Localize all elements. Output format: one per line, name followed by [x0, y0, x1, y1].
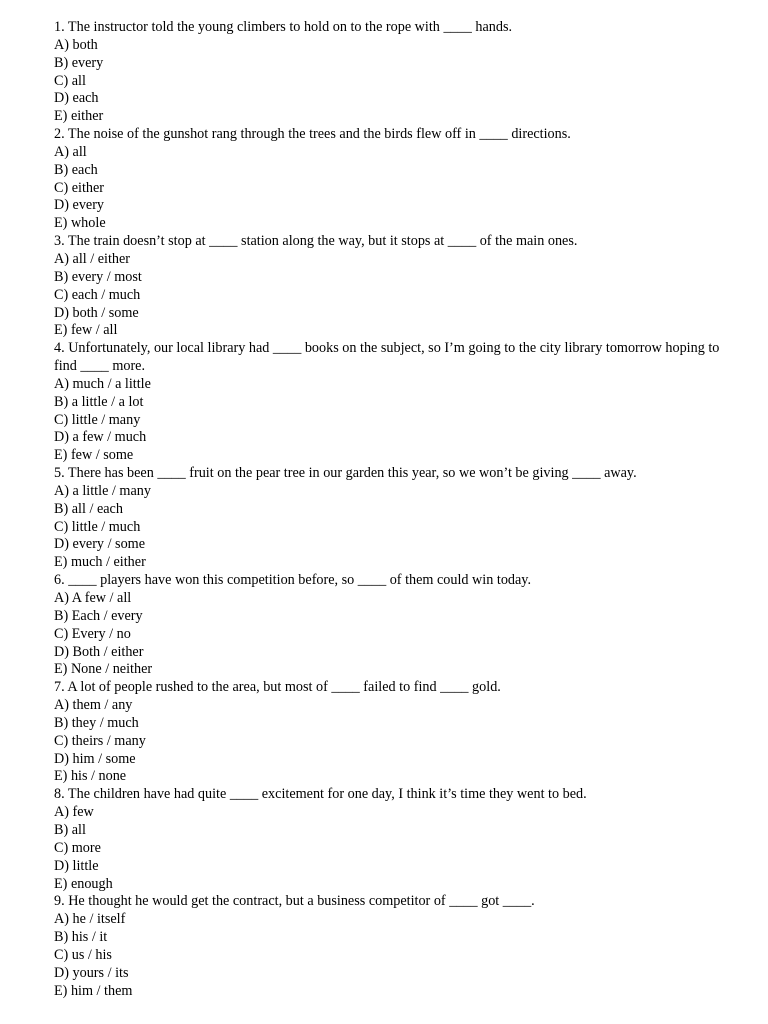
question-block — [54, 340, 734, 465]
question-stem: 8. The children have had quite ____ excitement for one day, I think it’s time they went to bed. — [54, 786, 587, 803]
question-stem: 4. Unfortunately, our local library had ____ books on the subject, so I’m going to the city library tomorrow hoping to find ____ more. — [54, 340, 723, 375]
answer-option: A) much / a little — [54, 375, 151, 392]
answer-option: A) both — [54, 36, 98, 53]
answer-option: E) either — [54, 108, 104, 125]
answer-option: B) they / much — [54, 714, 139, 731]
answer-option: D) each — [54, 90, 99, 107]
answer-option: E) enough — [54, 875, 113, 892]
answer-option: A) them / any — [54, 697, 133, 714]
question-block — [54, 893, 734, 1000]
answer-option: D) every / some — [54, 536, 146, 553]
question-stem: 1. The instructor told the young climbers to hold on to the rope with ____ hands. — [54, 19, 513, 35]
answer-option: D) every — [54, 197, 105, 214]
answer-option: E) whole — [54, 215, 106, 232]
answer-option: A) he / itself — [54, 911, 126, 928]
answer-option: D) a few / much — [54, 429, 147, 446]
answer-option: C) Every / no — [54, 625, 131, 642]
answer-option: B) a little / a lot — [54, 393, 144, 410]
answer-option: C) little / much — [54, 518, 141, 535]
answer-option: C) all — [54, 72, 86, 89]
question-block — [54, 572, 734, 679]
question-block — [54, 126, 734, 233]
question-block — [54, 19, 734, 126]
answer-option: B) his / it — [54, 929, 108, 946]
answer-option: A) A few / all — [54, 590, 132, 606]
question-block — [54, 679, 734, 786]
answer-option: A) few — [54, 804, 94, 821]
question-stem: 5. There has been ____ fruit on the pear tree in our garden this year, so we won’t be giving ____ away. — [54, 465, 637, 482]
answer-option: B) Each / every — [54, 607, 143, 624]
answer-option: D) him / some — [54, 750, 136, 767]
answer-option: B) all / each — [54, 500, 123, 517]
answer-option: A) all / either — [54, 250, 131, 267]
question-block — [54, 465, 734, 572]
answer-option: C) either — [54, 179, 105, 196]
question-stem: 3. The train doesn’t stop at ____ station along the way, but it stops at ____ of the main ones. — [54, 233, 578, 250]
answer-option: E) few / all — [54, 322, 118, 339]
answer-option: C) more — [54, 839, 101, 856]
quiz-document — [54, 19, 734, 1000]
question-stem: 9. He thought he would get the contract, but a business competitor of ____ got ____. — [54, 893, 535, 910]
answer-option: E) him / them — [54, 982, 133, 999]
answer-option: B) all — [54, 821, 86, 838]
answer-option: B) every — [54, 54, 104, 71]
answer-option: D) both / some — [54, 304, 139, 321]
question-block — [54, 233, 734, 340]
answer-option: D) yours / its — [54, 964, 129, 981]
answer-option: B) each — [54, 161, 98, 178]
answer-option: D) Both / either — [54, 643, 144, 660]
answer-option: C) each / much — [54, 286, 141, 303]
answer-option: E) few / some — [54, 447, 134, 464]
answer-option: C) us / his — [54, 946, 112, 963]
answer-option: B) every / most — [54, 268, 142, 285]
answer-option: C) little / many — [54, 411, 141, 428]
question-block — [54, 786, 734, 893]
question-stem: 2. The noise of the gunshot rang through the trees and the birds flew off in ____ directions. — [54, 126, 571, 143]
answer-option: A) all — [54, 143, 87, 160]
answer-option: C) theirs / many — [54, 732, 146, 749]
answer-option: A) a little / many — [54, 482, 151, 499]
answer-option: E) None / neither — [54, 661, 153, 678]
answer-option: E) much / either — [54, 554, 146, 571]
answer-option: D) little — [54, 857, 99, 874]
answer-option: E) his / none — [54, 768, 127, 785]
question-stem: 7. A lot of people rushed to the area, but most of ____ failed to find ____ gold. — [54, 679, 501, 696]
question-stem: 6. ____ players have won this competition before, so ____ of them could win today. — [54, 572, 532, 589]
